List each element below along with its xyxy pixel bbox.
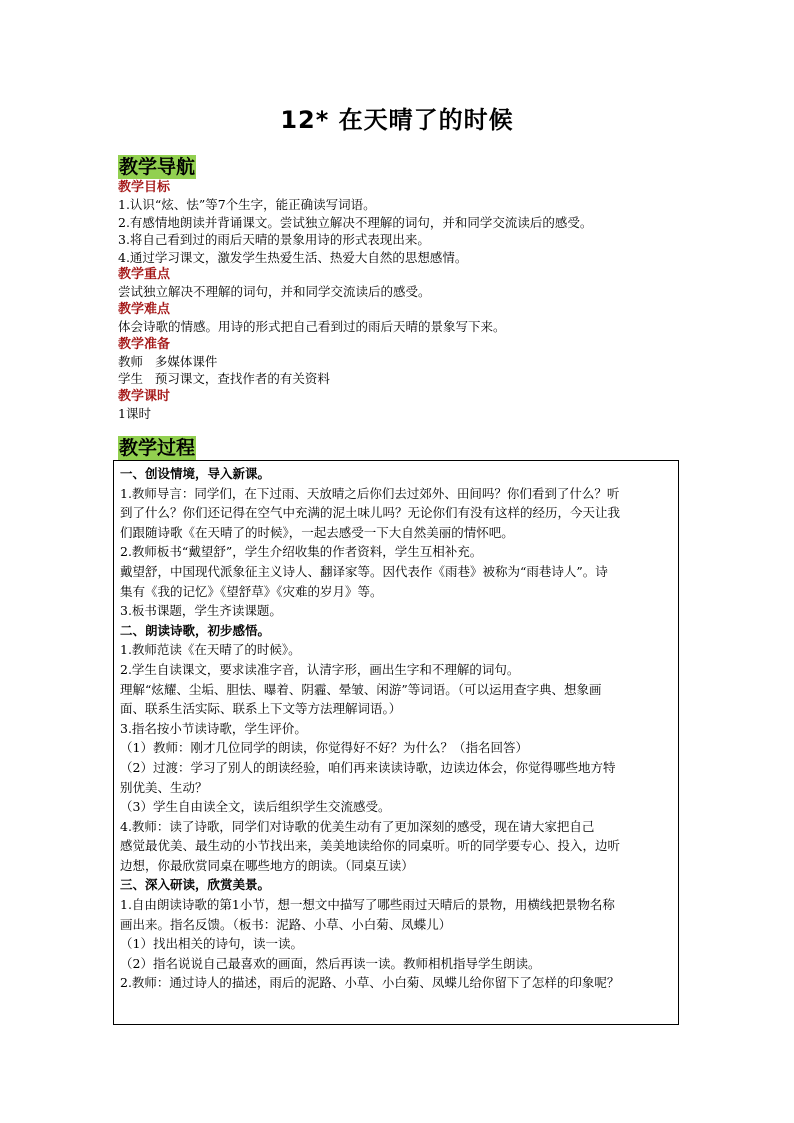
process-line: 面、联系生活实际、联系上下文等方法理解词语。）: [120, 701, 402, 717]
text-line: 3.将自己看到过的雨后天晴的景象用诗的形式表现出来。: [118, 232, 430, 248]
text-line: 尝试独立解决不理解的词句，并和同学交流读后的感受。: [118, 284, 431, 300]
process-line: 们跟随诗歌《在天晴了的时候》，一起去感受一下大自然美丽的情怀吧。: [120, 524, 514, 540]
process-line: （1）找出相关的诗句，读一读。: [120, 936, 303, 952]
process-line: 3.指名按小节读诗歌，学生评价。: [120, 720, 307, 736]
section-heading: 教学难点: [118, 301, 171, 317]
process-line: 2.教师：通过诗人的描述，雨后的泥路、小草、小白菊、凤蝶儿给你留下了怎样的印象呢？: [120, 975, 620, 991]
process-line: 理解“炫耀、尘垢、胆怯、曝着、阴霾、晕皱、闲游”等词语。（可以运用查字典、想象画: [120, 681, 602, 697]
section-heading: 教学目标: [118, 180, 171, 195]
text-line: 2.有感情地朗读并背诵课文。尝试独立解决不理解的词句，并和同学交流读后的感受。: [118, 214, 593, 230]
text-line: 教师 多媒体课件: [118, 353, 218, 369]
process-line: 3.板书课题，学生齐读课题。: [120, 603, 282, 619]
page-title: 12* 在天晴了的时候: [280, 106, 514, 134]
process-line: 到了什么？你们还记得在空气中充满的泥土味儿吗？无论你们有没有这样的经历，今天让我: [120, 505, 621, 521]
text-line: 4.通过学习课文，激发学生热爱生活、热爱大自然的思想感情。: [118, 249, 468, 265]
process-step-heading: 二、朗读诗歌，初步感悟。: [120, 622, 271, 638]
process-line: 2.教师板书“戴望舒”，学生介绍收集的作者资料，学生互相补充。: [120, 544, 483, 560]
process-line: 1.自由朗读诗歌的第1小节，想一想文中描写了哪些雨过天晴后的景物，用横线把景物名称: [120, 897, 615, 913]
section-preparation: [118, 336, 683, 388]
process-line: 戴望舒，中国现代派象征主义诗人、翻译家等。因代表作《雨巷》被称为“雨巷诗人”。诗: [120, 563, 608, 579]
section-heading: 教学课时: [118, 388, 171, 404]
process-line: （3）学生自由读全文，读后组织学生交流感受。: [120, 799, 391, 815]
process-line: 1.教师导言：同学们，在下过雨、天放晴之后你们去过郊外、田间吗？你们看到了什么？听: [120, 485, 620, 501]
process-line: 感觉最优美、最生动的小节找出来，美美地读给你的同桌听。听的同学要专心、投入，边听: [120, 838, 621, 854]
section-objectives: [118, 179, 683, 266]
text-line: 学生 预习课文，查找作者的有关资料: [118, 371, 330, 387]
process-step-heading: 一、创设情境，导入新课。: [120, 466, 271, 481]
text-line: 1课时: [118, 405, 151, 421]
process-line: 集有《我的记忆》《望舒草》《灾难的岁月》等。: [120, 583, 383, 599]
process-line: 边想，你最欣赏同桌在哪些地方的朗读。（同桌互读）: [120, 857, 414, 873]
section-banner-navigation: 教学导航: [119, 156, 196, 178]
teaching-process-box: [113, 460, 679, 1025]
process-line: 1.教师范读《在天晴了的时候》。: [120, 642, 301, 658]
section-heading: 教学重点: [118, 267, 171, 283]
process-banner-label: 教学过程: [119, 437, 196, 459]
section-difficulties: [118, 301, 683, 336]
section-class-hours: [118, 388, 683, 423]
text-line: 1.认识“炫、怯”等7个生字，能正确读写词语。: [118, 197, 376, 212]
section-banner-process: [118, 436, 196, 460]
section-heading: 教学准备: [118, 336, 171, 352]
process-step-heading: 三、深入研读，欣赏美景。: [120, 877, 271, 893]
section-key-points: [118, 266, 683, 301]
process-line: 4.教师：读了诗歌，同学们对诗歌的优美生动有了更加深刻的感受，现在请大家把自己: [120, 818, 595, 834]
lesson-overview: [118, 155, 683, 422]
text-line: 体会诗歌的情感。用诗的形式把自己看到过的雨后天晴的景象写下来。: [118, 318, 506, 334]
process-line: （2）指名说说自己最喜欢的画面，然后再读一读。教师相机指导学生朗读。: [120, 955, 541, 971]
process-line: 2.学生自读课文，要求读准字音，认清字形，画出生字和不理解的词句。: [120, 661, 520, 677]
process-line: （2）过渡：学习了别人的朗读经验，咱们再来读读诗歌，边读边体会，你觉得哪些地方特: [120, 759, 616, 775]
process-line: 别优美、生动？: [120, 779, 208, 795]
process-line: （1）教师：刚才几位同学的朗读，你觉得好不好？为什么？（指名回答）: [120, 740, 528, 756]
process-line: 画出来。指名反馈。（板书：泥路、小草、小白菊、凤蝶儿）: [120, 916, 452, 932]
